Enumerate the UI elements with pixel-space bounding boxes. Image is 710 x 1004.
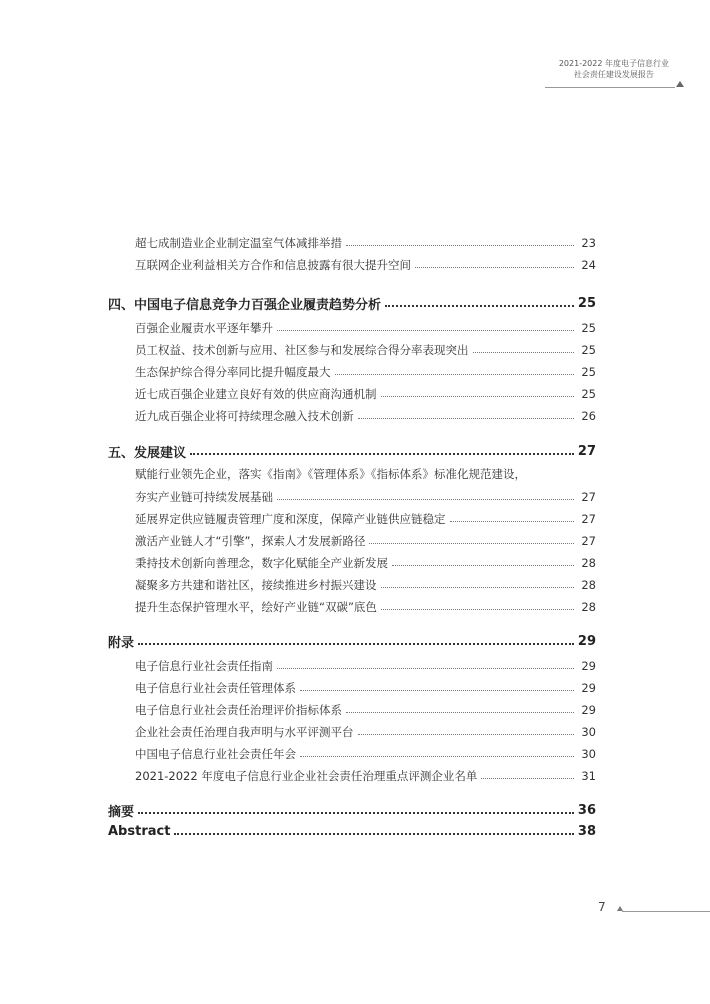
toc-section[interactable] — [0, 293, 710, 313]
toc-entry[interactable] — [0, 362, 710, 382]
toc-section-title: 附录 — [108, 632, 138, 651]
toc-entry[interactable] — [0, 766, 710, 786]
toc-entry-page: 28 — [581, 578, 596, 592]
toc-entry-title: 2021-2022 年度电子信息行业企业社会责任治理重点评测企业名单 — [135, 768, 481, 784]
leader-dots — [277, 499, 574, 500]
leader-dots — [174, 833, 574, 835]
leader-dots — [381, 396, 575, 397]
toc-entry-title: 电子信息行业社会责任治理评价指标体系 — [135, 702, 346, 718]
toc-entry-title: 互联网企业利益相关方合作和信息披露有很大提升空间 — [135, 257, 415, 273]
toc-entry-title: 提升生态保护管理水平，绘好产业链“双碳”底色 — [135, 599, 381, 615]
toc-section-page: 25 — [577, 295, 596, 311]
leader-dots — [358, 734, 575, 735]
leader-dots — [190, 453, 574, 455]
triangle-icon — [676, 81, 684, 87]
toc-entry-title: 凝聚多方共建和谐社区，接续推进乡村振兴建设 — [135, 577, 381, 593]
toc-entry-page: 27 — [581, 512, 596, 526]
toc-entry-page: 30 — [581, 747, 596, 761]
leader-dots — [450, 521, 575, 522]
toc-section-page: 36 — [577, 802, 596, 818]
toc-entry-page: 28 — [581, 556, 596, 570]
leader-dots — [335, 374, 575, 375]
toc-entry-title: 企业社会责任治理自我声明与水平评测平台 — [135, 724, 358, 740]
toc-entry-page: 25 — [581, 387, 596, 401]
header-title — [559, 58, 669, 80]
toc-entry-page: 29 — [581, 703, 596, 717]
leader-dots — [277, 668, 574, 669]
toc-entry-title: 电子信息行业社会责任指南 — [135, 658, 277, 674]
toc-entry-title: 电子信息行业社会责任管理体系 — [135, 680, 300, 696]
leader-dots — [358, 418, 575, 419]
toc-entry[interactable] — [0, 509, 710, 529]
toc-entry-page: 26 — [581, 409, 596, 423]
toc-entry[interactable] — [0, 487, 710, 507]
toc-entry[interactable] — [0, 255, 710, 275]
leader-dots — [300, 756, 574, 757]
header-rule — [545, 87, 675, 88]
toc-section[interactable] — [0, 441, 710, 461]
toc-entry-page: 27 — [581, 490, 596, 504]
header-line-1: 2021-2022 年度电子信息行业 — [558, 59, 669, 68]
toc-entry[interactable] — [0, 700, 710, 720]
toc-entry-page: 27 — [581, 534, 596, 548]
toc-entry-page: 29 — [581, 659, 596, 673]
toc-entry[interactable] — [0, 233, 710, 253]
toc-entry[interactable] — [0, 318, 710, 338]
toc-entry[interactable] — [0, 384, 710, 404]
toc-entry[interactable] — [0, 406, 710, 426]
toc-entry[interactable] — [0, 597, 710, 617]
toc-entry-page: 28 — [581, 600, 596, 614]
toc-entry-title: 中国电子信息行业社会责任年会 — [135, 746, 300, 762]
leader-dots — [346, 245, 574, 246]
toc-entry-page: 29 — [581, 681, 596, 695]
leader-dots — [481, 778, 574, 779]
leader-dots — [415, 267, 574, 268]
toc-entry-page: 23 — [581, 236, 596, 250]
toc-section-title: 五、发展建议 — [108, 442, 190, 461]
toc-entry-page: 24 — [581, 258, 596, 272]
toc-entry-page: 25 — [581, 321, 596, 335]
header-line-2: 社会责任建设发展报告 — [573, 70, 654, 79]
toc-entry[interactable] — [0, 575, 710, 595]
toc-entry-title: 近九成百强企业将可持续理念融入技术创新 — [135, 408, 358, 424]
page-number: 7 — [598, 900, 606, 914]
toc-section-page: 29 — [577, 633, 596, 649]
toc-entry-title: 超七成制造业企业制定温室气体减排举措 — [135, 235, 346, 251]
toc-entry[interactable] — [0, 744, 710, 764]
toc-entry-page: 25 — [581, 343, 596, 357]
leader-dots — [392, 565, 574, 566]
toc-entry-title: 员工权益、技术创新与应用、社区参与和发展综合得分率表现突出 — [135, 342, 473, 358]
toc-entry-page: 30 — [581, 725, 596, 739]
toc-section[interactable] — [0, 800, 710, 820]
toc-entry-title: 夯实产业链可持续发展基础 — [135, 489, 277, 505]
toc-entry-title: 近七成百强企业建立良好有效的供应商沟通机制 — [135, 386, 381, 402]
toc-entry-title: 延展界定供应链履责管理广度和深度，保障产业链供应链稳定 — [135, 511, 450, 527]
toc-entry[interactable] — [0, 678, 710, 698]
leader-dots — [277, 330, 574, 331]
toc-entry[interactable] — [0, 722, 710, 742]
leader-dots — [300, 690, 574, 691]
toc-section-title: 摘要 — [108, 801, 138, 820]
toc-entry-title: 激活产业链人才“引擎”，探索人才发展新路径 — [135, 533, 369, 549]
toc-entry-page: 31 — [581, 769, 596, 783]
leader-dots — [138, 643, 574, 645]
toc-section-page: 38 — [577, 823, 596, 839]
leader-dots — [138, 812, 574, 814]
toc-entry[interactable] — [0, 553, 710, 573]
footer-rule — [622, 911, 710, 912]
toc-section[interactable] — [0, 821, 710, 841]
toc-entry-page: 25 — [581, 365, 596, 379]
toc-section-title: Abstract — [108, 824, 174, 839]
leader-dots — [381, 609, 574, 610]
toc-entry-title[interactable]: 赋能行业领先企业，落实《指南》《管理体系》《指标体系》标准化规范建设， — [135, 467, 526, 481]
toc-entry[interactable] — [0, 656, 710, 676]
leader-dots — [473, 352, 575, 353]
toc-entry-title: 生态保护综合得分率同比提升幅度最大 — [135, 364, 335, 380]
leader-dots — [385, 305, 574, 307]
toc-entry-title: 秉持技术创新向善理念，数字化赋能全产业新发展 — [135, 555, 392, 571]
leader-dots — [346, 712, 574, 713]
toc-entry[interactable] — [0, 531, 710, 551]
toc-section[interactable] — [0, 631, 710, 651]
leader-dots — [381, 587, 575, 588]
leader-dots — [369, 543, 574, 544]
toc-entry-title: 百强企业履责水平逐年攀升 — [135, 320, 277, 336]
toc-section-title: 四、中国电子信息竞争力百强企业履责趋势分析 — [108, 294, 385, 313]
toc-entry[interactable] — [0, 340, 710, 360]
toc-section-page: 27 — [577, 443, 596, 459]
